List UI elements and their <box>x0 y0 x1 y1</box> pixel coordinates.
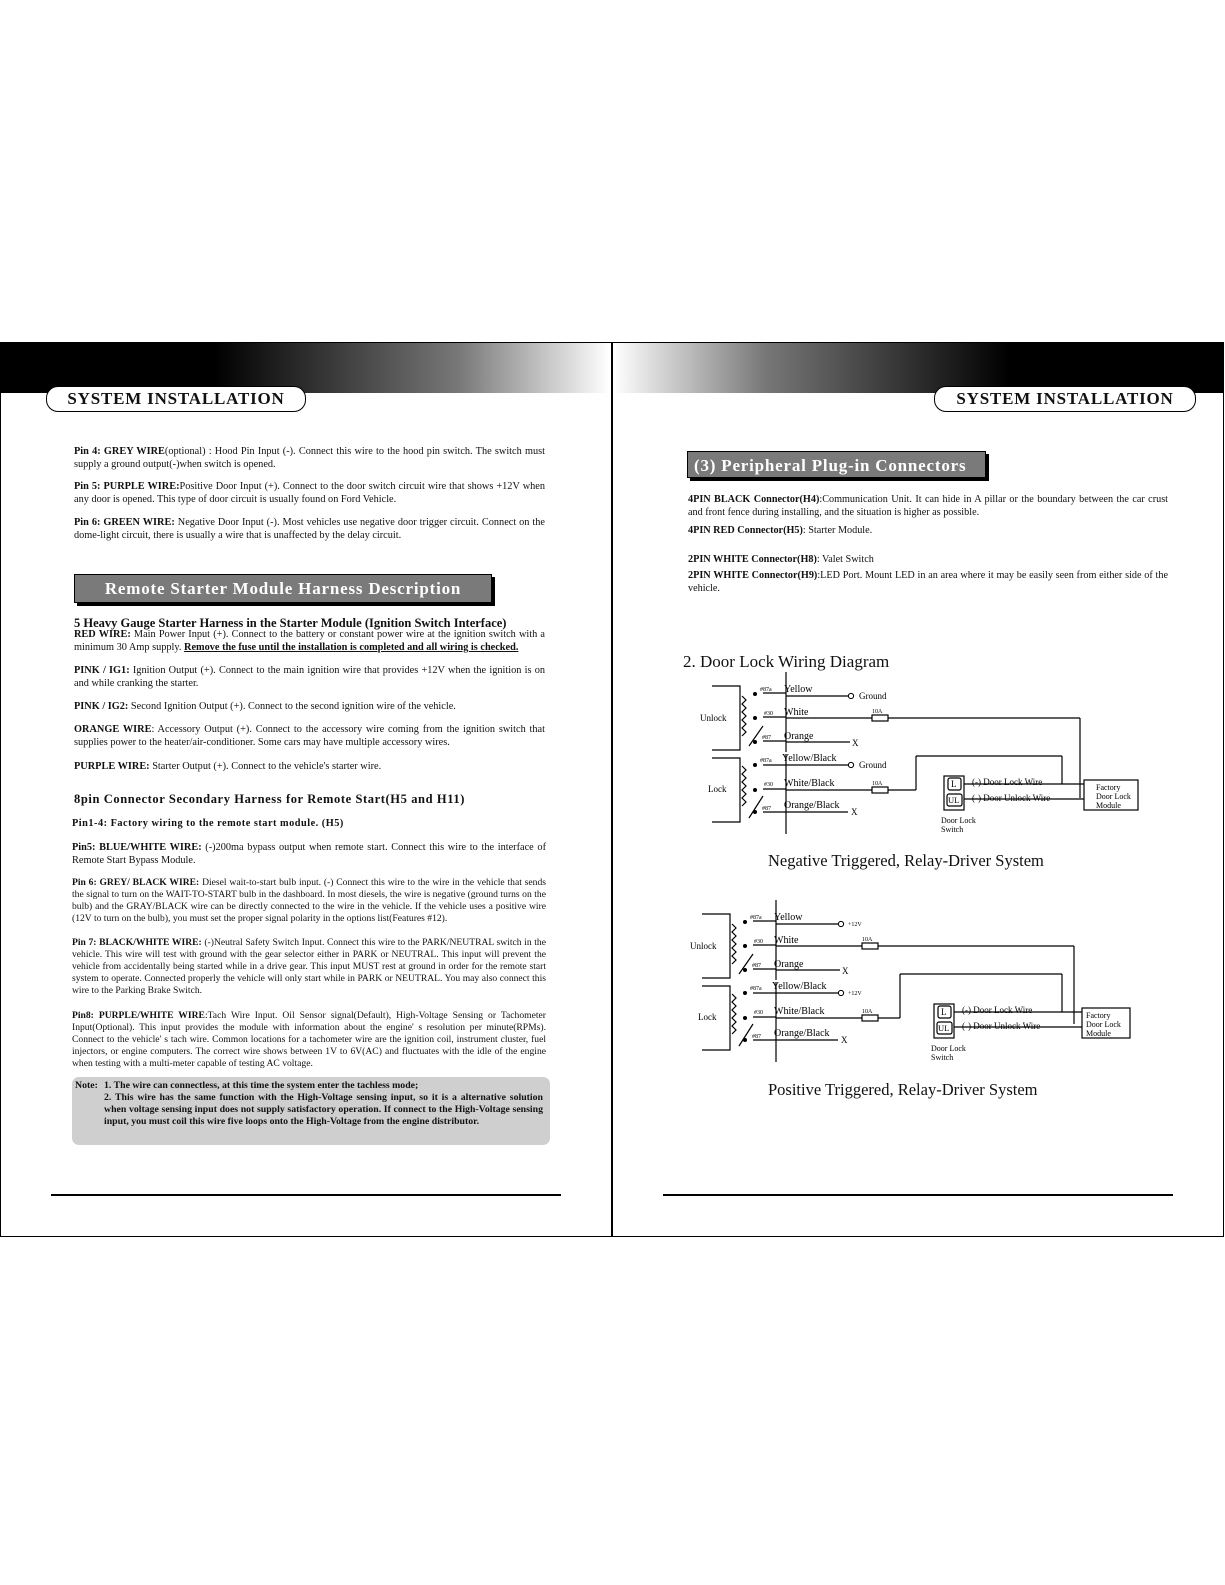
switch-label-1: Door Lock <box>931 1044 966 1053</box>
wire-orange-black: Orange/Black <box>774 1028 830 1039</box>
h9-connector-line: 2PIN WHITE Connector(H9):LED Port. Mount LED in an area where it may be easily seen from either side of the vehicle. <box>688 570 1168 594</box>
pin30-label: #30 <box>754 939 763 945</box>
wire-yellow: Yellow <box>774 912 803 923</box>
fuse-label: 10A <box>862 1009 873 1015</box>
heavy-gauge-title: 5 Heavy Gauge Starter Harness in the Starter Module (Ignition Switch Interface) <box>74 616 507 630</box>
lock-label: Lock <box>708 784 727 794</box>
right-page-title: SYSTEM INSTALLATION <box>934 386 1196 412</box>
note-item-2: 2. This wire has the same function with the High-Voltage sensing input, so it is a alternative solution when voltage sensing input does not supply satisfactory operation. If connect to the High-Voltage sensing input, you must coil this wire five loops onto the High-Voltage from the engine distributor. <box>104 1092 543 1127</box>
unlock-label: Unlock <box>700 713 727 723</box>
pin87a-label: #87a <box>750 986 762 992</box>
pin6-diesel-paragraph: Pin 6: GREY/ BLACK WIRE: Diesel wait-to-start bulb input. (-) Connect this wire to the wire in the vehicle that sends the signal to turn on the WAIT-TO-START bulb in the dashboard. In most diesels, the wire is negative (ground turns on the bulb) and the GRAY/BLACK wire can be directly connected to the wire in the vehicle. If the vehicle uses a positive wire (12V to turn on the bulb), you must set the proper signal polarity in the options list(Features #12). <box>72 877 547 924</box>
module-label-1: Factory <box>1086 1011 1111 1020</box>
fuse-label: 10A <box>872 709 883 715</box>
pin1-4-line: Pin1-4: Factory wiring to the remote start module. (H5) <box>72 818 344 829</box>
red-wire-paragraph: RED WIRE: Main Power Input (+). Connect to the battery or constant power wire at the ignition switch with a minimum 30 Amp supply. Remove the fuse until the installation is completed and all wiring is checked. <box>74 629 545 653</box>
h8-connector-line: 2PIN WHITE Connector(H8): Valet Switch <box>688 554 874 565</box>
left-footer-rule <box>51 1194 561 1196</box>
pin30-label: #30 <box>764 711 773 717</box>
h5-connector-line: 4PIN RED Connector(H5): Starter Module. <box>688 525 873 536</box>
wire-white: White <box>774 935 799 946</box>
starter-section-title: Remote Starter Module Harness Description <box>74 574 492 603</box>
module-label-3: Module <box>1086 1029 1111 1038</box>
pink-ig2-paragraph: PINK / IG2: Second Ignition Output (+). Connect to the second ignition wire of the vehicle. <box>74 701 456 712</box>
pin8-tach-paragraph: Pin8: PURPLE/WHITE WIRE:Tach Wire Input. Oil Sensor signal(Default), High-Voltage Sensing or Tachometer Input(Optional). This input provides the module with information about the engine' s resolution per minute(RPMs). Connect to the vehicle' s tach wire. Common locations for a tachometer wire are the ignition coil, instrument cluster, fuel injectors, or engine computers. The correct wire shows between 1V to 6V(AC) and fluctuates with the idle of the engine when testing with a multi-meter capable of testing AC voltage. <box>72 1010 546 1069</box>
right-footer-rule <box>663 1194 1173 1196</box>
switch-label-1: Door Lock <box>941 816 976 825</box>
orange-wire-paragraph: ORANGE WIRE: Accessory Output (+). Connect to the accessory wire coming from the ignition switch that supplies power to the heater/air-conditioner. Some cars may have multiple accessory wires. <box>74 724 545 748</box>
fuse-label: 10A <box>872 781 883 787</box>
wire-white-black: White/Black <box>774 1006 825 1017</box>
terminal-x: X <box>842 966 849 976</box>
lock-button-label: L <box>941 1007 947 1017</box>
module-label-2: Door Lock <box>1086 1020 1121 1029</box>
door-unlock-wire-label: (-) Door Unlock Wire <box>972 793 1051 803</box>
terminal-plus12v-1: +12V <box>848 922 862 928</box>
terminal-plus12v-2: +12V <box>848 991 862 997</box>
door-lock-diagram-title: 2. Door Lock Wiring Diagram <box>683 652 890 671</box>
pin87a-label: #87a <box>760 758 772 764</box>
wire-yellow: Yellow <box>784 684 813 695</box>
eight-pin-title: 8pin Connector Secondary Harness for Remote Start(H5 and H11) <box>74 792 465 806</box>
pin87a-label: #87a <box>760 687 772 693</box>
wire-yellow-black: Yellow/Black <box>782 753 837 764</box>
fuse-label: 10A <box>862 937 873 943</box>
left-page-title: SYSTEM INSTALLATION <box>46 386 306 412</box>
wire-orange-black: Orange/Black <box>784 800 840 811</box>
unlock-label: Unlock <box>690 941 717 951</box>
pin4-paragraph: Pin 4: GREY WIRE(optional) : Hood Pin Input (-). Connect this wire to the hood pin switch. The switch must supply a ground output(-)when switch is opened. <box>74 446 545 470</box>
module-label-3: Module <box>1096 801 1121 810</box>
h4-connector-line: 4PIN BLACK Connector(H4):Communication Unit. It can hide in A pillar or the boundary between the car crust and front fence during installing, and the situation is higher as possible. <box>688 494 1168 518</box>
purple-wire-paragraph: PURPLE WIRE: Starter Output (+). Connect to the vehicle's starter wire. <box>74 761 382 772</box>
door-unlock-wire-label: (-) Door Unlock Wire <box>962 1021 1041 1031</box>
negative-trigger-diagram <box>700 672 1160 844</box>
door-lock-wire-label: (-) Door Lock Wire <box>972 777 1043 787</box>
positive-trigger-caption: Positive Triggered, Relay-Driver System <box>768 1080 1038 1099</box>
pin6-paragraph: Pin 6: GREEN WIRE: Negative Door Input (-). Most vehicles use negative door trigger circuit. Connect on the dome-light circuit, there is usually a wire that is unaffected by the delay circuit. <box>74 517 545 541</box>
positive-trigger-diagram <box>690 900 1150 1072</box>
wire-white: White <box>784 707 809 718</box>
terminal-ground-2: Ground <box>859 760 887 770</box>
note-box <box>72 1077 550 1145</box>
lock-label: Lock <box>698 1012 717 1022</box>
wire-orange: Orange <box>784 731 814 742</box>
wire-white-black: White/Black <box>784 778 835 789</box>
door-lock-wire-label: (-) Door Lock Wire <box>962 1005 1033 1015</box>
note-item-1: 1. The wire can connectless, at this time the system enter the tachless mode; <box>104 1080 419 1091</box>
pin87-label: #87 <box>762 806 771 812</box>
terminal-x: X <box>852 738 859 748</box>
wire-yellow-black: Yellow/Black <box>772 981 827 992</box>
pin30-label: #30 <box>764 782 773 788</box>
module-label-2: Door Lock <box>1096 792 1131 801</box>
switch-label-2: Switch <box>931 1053 954 1062</box>
unlock-button-label: UL <box>948 795 960 805</box>
pin5-paragraph: Pin 5: PURPLE WIRE:Positive Door Input (+). Connect to the door switch circuit wire that shows +12V when any door is opened. This type of door circuit is usually found on Ford Vehicle. <box>74 481 545 505</box>
terminal-ground-1: Ground <box>859 691 887 701</box>
terminal-x: X <box>841 1035 848 1045</box>
pin5-bypass-paragraph: Pin5: BLUE/WHITE WIRE: (-)200ma bypass output when remote start. Connect this wire to the interface of Remote Start Bypass Module. <box>72 842 546 866</box>
pin87a-label: #87a <box>750 915 762 921</box>
pin87-label: #87 <box>752 963 761 969</box>
peripheral-section-title: (3) Peripheral Plug-in Connectors <box>687 451 986 478</box>
terminal-x: X <box>851 807 858 817</box>
page-divider <box>611 342 613 1237</box>
pin7-neutral-paragraph: Pin 7: BLACK/WHITE WIRE: (-)Neutral Safety Switch Input. Connect this wire to the PARK/NEUTRAL switch in the vehicle. This wire will test with ground with the gear selector either in PARK or NEUTRAL. This input will prevent the vehicle from accidentally being started while in a drive gear. This input MUST rest at ground in order for the remote start system to operate. Connected properly the vehicle will only start while in PARK or NEUTRAL. You may also connect this wire to the Parking Brake Switch. <box>72 937 546 996</box>
negative-trigger-caption: Negative Triggered, Relay-Driver System <box>768 851 1044 870</box>
module-label-1: Factory <box>1096 783 1121 792</box>
wire-orange: Orange <box>774 959 804 970</box>
unlock-button-label: UL <box>938 1023 950 1033</box>
pin87-label: #87 <box>752 1034 761 1040</box>
pink-ig1-paragraph: PINK / IG1: Ignition Output (+). Connect to the main ignition wire that provides +12V when the ignition is on and while cranking the starter. <box>74 665 545 689</box>
note-prefix: Note: <box>75 1080 98 1091</box>
lock-button-label: L <box>951 779 957 789</box>
switch-label-2: Switch <box>941 825 964 834</box>
pin30-label: #30 <box>754 1010 763 1016</box>
pin87-label: #87 <box>762 735 771 741</box>
